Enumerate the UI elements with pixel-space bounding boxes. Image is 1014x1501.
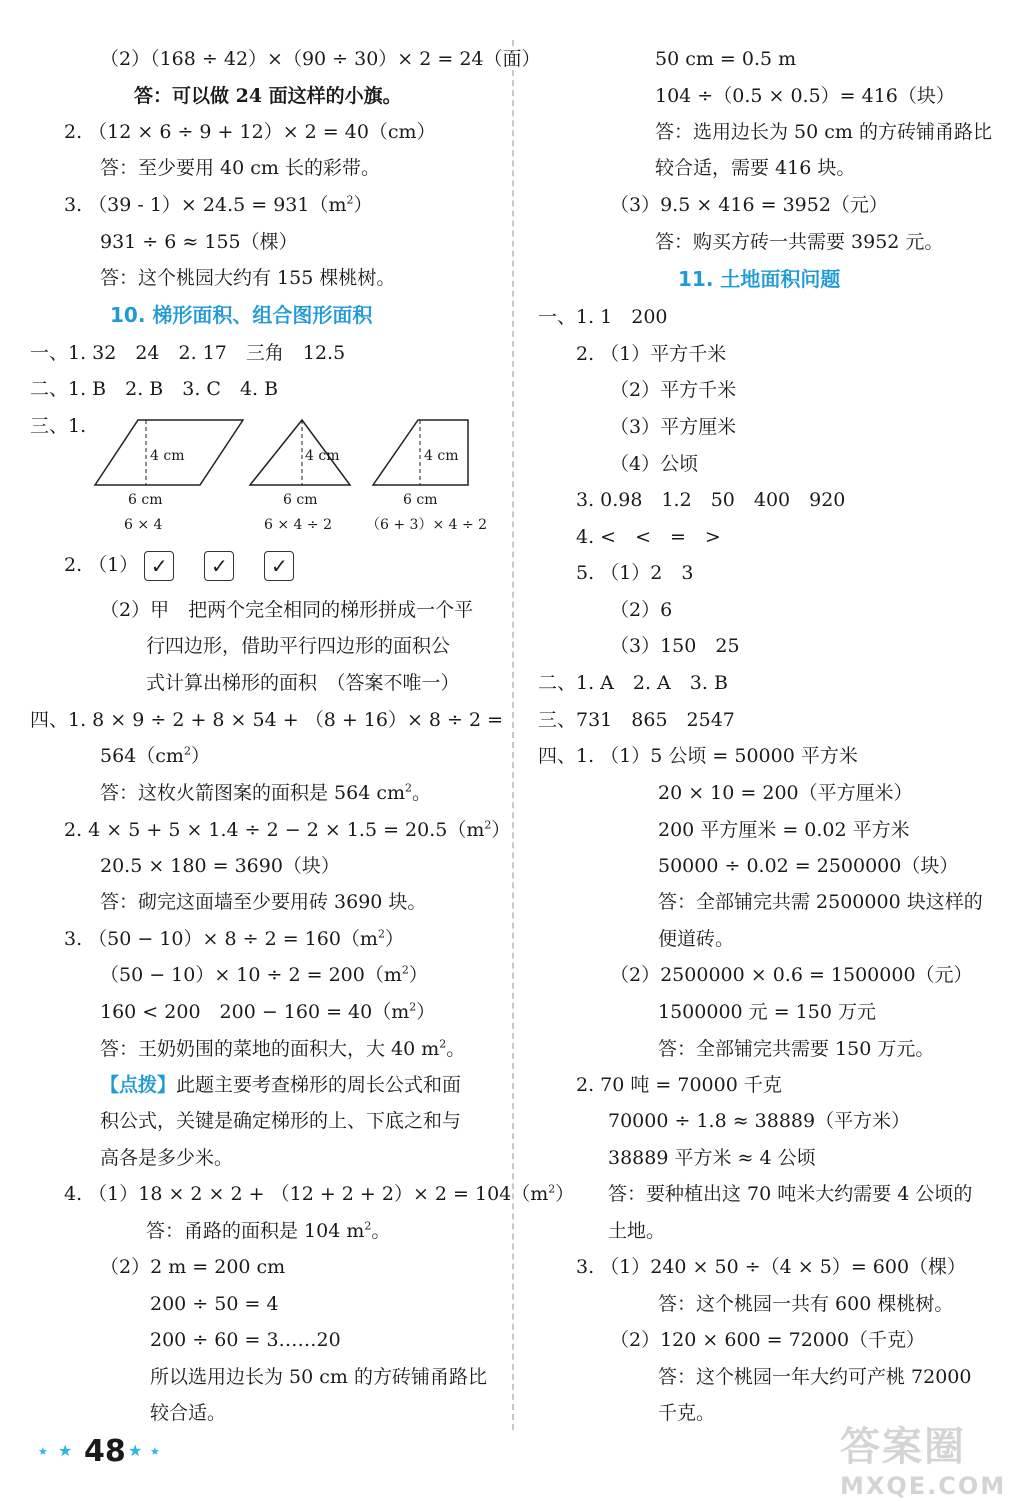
answer-line: （4）公顷 bbox=[610, 453, 699, 475]
answer-line: 答：这个桃园大约有 155 棵桃树。 bbox=[100, 267, 396, 289]
answer-line: 答：购买方砖一共需要 3952 元。 bbox=[655, 231, 944, 253]
answer-line: 4. < < = > bbox=[576, 526, 721, 548]
answer-line: 四、1. 8 × 9 ÷ 2 + 8 × 54 + （8 + 16）× 8 ÷ 2 = bbox=[30, 709, 504, 731]
answer-line: 一、1. 1 200 bbox=[538, 306, 668, 328]
answer-line: 二、1. A 2. A 3. B bbox=[538, 672, 728, 694]
answer-line: 38889 平方米 ≈ 4 公顷 bbox=[608, 1147, 816, 1169]
answer-line: 答：选用边长为 50 cm 的方砖铺甬路比 bbox=[655, 121, 992, 143]
answer-line: 3. $(39 - 1)\times 24.5 = 931(m^2)$ bbox=[64, 193, 373, 216]
answer-line: 较合适，需要 416 块。 bbox=[655, 157, 856, 179]
answer-line: $(50 - 10)\times 10 \div 2 = 200(m^2)$ bbox=[100, 963, 428, 986]
section-heading-10: 10. 梯形面积、组合图形面积 bbox=[110, 303, 373, 327]
answer-line: （3）9.5 × 416 = 3952（元） bbox=[610, 194, 888, 216]
answer-line: 200 ÷ 50 = 4 bbox=[150, 1293, 279, 1315]
answer-line: 1500000 元 = 150 万元 bbox=[658, 1001, 876, 1023]
answer-line: 所以选用边长为 50 cm 的方砖铺甬路比 bbox=[150, 1366, 487, 1388]
answer-line: （2）2 m = 200 cm bbox=[100, 1256, 286, 1278]
tip-line: 【点拨】此题主要考查梯形的周长公式和面 bbox=[100, 1074, 462, 1096]
answer-line: 2. $4 \times 5 + 5 \times 1.4 \div 2 - 2 \times 1.5 = 20.5(m^2)$ bbox=[64, 818, 511, 841]
answer-line: 三、1. bbox=[30, 415, 87, 437]
answer-line: 3. $(50 - 10)\times 8 \div 2 = 160(m^2)$ bbox=[64, 927, 404, 950]
answer-line: 答：甬路的面积是 104 $m^2$。 bbox=[146, 1219, 391, 1242]
answer-line: 931 ÷ 6 ≈ 155（棵） bbox=[100, 231, 298, 253]
answer-line: 104 ÷（0.5 × 0.5）= 416（块） bbox=[655, 85, 955, 107]
base-label: 6 cm bbox=[283, 492, 318, 508]
answer-line: 200 平方厘米 = 0.02 平方米 bbox=[658, 819, 910, 841]
answer-line: 答：要种植出这 70 吨米大约需要 4 公顷的 bbox=[608, 1183, 973, 1205]
answer-line: $564(cm^2)$ bbox=[100, 744, 210, 767]
star-icon: ★ bbox=[128, 1441, 143, 1460]
answer-line: 土地。 bbox=[608, 1220, 666, 1242]
answer-line: 答：这个桃园一年大约可产桃 72000 bbox=[658, 1366, 972, 1388]
star-icon: ★ bbox=[150, 1445, 160, 1458]
check-box: ✓ bbox=[264, 551, 294, 581]
check-box: ✓ bbox=[204, 551, 234, 581]
answer-line: 答：这枚火箭图案的面积是 564 $cm^2$。 bbox=[100, 781, 432, 804]
answer-line: 二、1. B 2. B 3. C 4. B bbox=[30, 378, 279, 400]
answer-line: 较合适。 bbox=[150, 1402, 227, 1424]
answer-line: 式计算出梯形的面积 （答案不唯一） bbox=[146, 672, 460, 694]
answer-line: （2）6 bbox=[610, 599, 673, 621]
answer-line: 答：全部铺完共需 2500000 块这样的 bbox=[658, 891, 983, 913]
answer-line: 3. （1）240 × 50 ÷（4 × 5）= 600（棵） bbox=[576, 1256, 967, 1278]
check-box: ✓ bbox=[144, 551, 174, 581]
base-label: 6 cm bbox=[403, 492, 438, 508]
page-number: 48 bbox=[84, 1434, 126, 1469]
tip-label: 【点拨】 bbox=[100, 1074, 177, 1096]
height-label: 4 cm bbox=[305, 448, 340, 464]
answer-line: 3. 0.98 1.2 50 400 920 bbox=[576, 489, 846, 511]
star-icon: ★ bbox=[58, 1441, 73, 1460]
formula-label: （6 + 3）× 4 ÷ 2 bbox=[366, 517, 488, 533]
answer-line: 四、1. （1）5 公顷 = 50000 平方米 bbox=[538, 745, 858, 767]
answer-line: 2. （12 × 6 ÷ 9 + 12）× 2 = 40（cm） bbox=[64, 121, 436, 143]
answer-line: 答：可以做 24 面这样的小旗。 bbox=[134, 85, 402, 107]
answer-line: 答：砌完这面墙至少要用砖 3690 块。 bbox=[100, 891, 427, 913]
watermark-logo: 答案圈 MXQE.COM bbox=[840, 1424, 1007, 1500]
star-icon: ★ bbox=[38, 1445, 48, 1458]
answer-line: 2. 70 吨 = 70000 千克 bbox=[576, 1074, 782, 1096]
answer-line: 答：王奶奶围的菜地的面积大，大 40 $m^2$。 bbox=[100, 1037, 466, 1060]
answer-line: （2）2500000 × 0.6 = 1500000（元） bbox=[610, 964, 973, 986]
answer-line: 便道砖。 bbox=[658, 928, 735, 950]
answer-line: 50 cm = 0.5 m bbox=[655, 48, 797, 70]
answer-line: 5. （1）2 3 bbox=[576, 562, 694, 584]
formula-label: 6 × 4 ÷ 2 bbox=[264, 517, 332, 533]
height-label: 4 cm bbox=[150, 448, 185, 464]
answer-line: （2）平方千米 bbox=[610, 379, 737, 401]
answer-line: 20 × 10 = 200（平方厘米） bbox=[658, 782, 913, 804]
answer-line: 千克。 bbox=[658, 1402, 716, 1424]
tip-line: 积公式，关键是确定梯形的上、下底之和与 bbox=[100, 1110, 462, 1132]
column-divider bbox=[512, 40, 514, 1430]
section-heading-11: 11. 土地面积问题 bbox=[678, 267, 841, 291]
answer-line: 三、731 865 2547 bbox=[538, 709, 735, 731]
answer-line: 答：至少要用 40 cm 长的彩带。 bbox=[100, 157, 380, 179]
answer-line: 一、1. 32 24 2. 17 三角 12.5 bbox=[30, 342, 346, 364]
formula-label: 6 × 4 bbox=[124, 517, 163, 533]
answer-line: 答：这个桃园一共有 600 棵桃树。 bbox=[658, 1293, 954, 1315]
answer-line: （2）（168 ÷ 42）×（90 ÷ 30）× 2 = 24（面） bbox=[100, 48, 541, 70]
tip-line: 高各是多少米。 bbox=[100, 1147, 234, 1169]
answer-line: （2）120 × 600 = 72000（千克） bbox=[610, 1329, 926, 1351]
answer-line: （3）平方厘米 bbox=[610, 416, 737, 438]
answer-line: 答：全部铺完共需要 150 万元。 bbox=[658, 1038, 935, 1060]
answer-line: （3）150 25 bbox=[610, 635, 740, 657]
height-label: 4 cm bbox=[424, 448, 459, 464]
answer-line: 200 ÷ 60 = 3……20 bbox=[150, 1329, 341, 1351]
answer-line: （2）甲 把两个完全相同的梯形拼成一个平 bbox=[100, 599, 474, 621]
answer-line: 2. （1）平方千米 bbox=[576, 343, 727, 365]
answer-line: 50000 ÷ 0.02 = 2500000（块） bbox=[658, 855, 959, 877]
base-label: 6 cm bbox=[128, 492, 163, 508]
answer-line: 行四边形，借助平行四边形的面积公 bbox=[146, 635, 451, 657]
answer-line: 160 < 200 $200 - 160 = 40(m^2)$ bbox=[100, 1000, 436, 1023]
answer-line: 20.5 × 180 = 3690（块） bbox=[100, 855, 340, 877]
answer-line: 70000 ÷ 1.8 ≈ 38889（平方米） bbox=[608, 1110, 911, 1132]
answer-line: 2. （1） ✓ ✓ ✓ bbox=[64, 551, 318, 581]
answer-line: 4. $(1)18 \times 2 \times 2 + (12 + 2 + 2)\times 2 = 104(m^2)$ bbox=[64, 1182, 575, 1205]
